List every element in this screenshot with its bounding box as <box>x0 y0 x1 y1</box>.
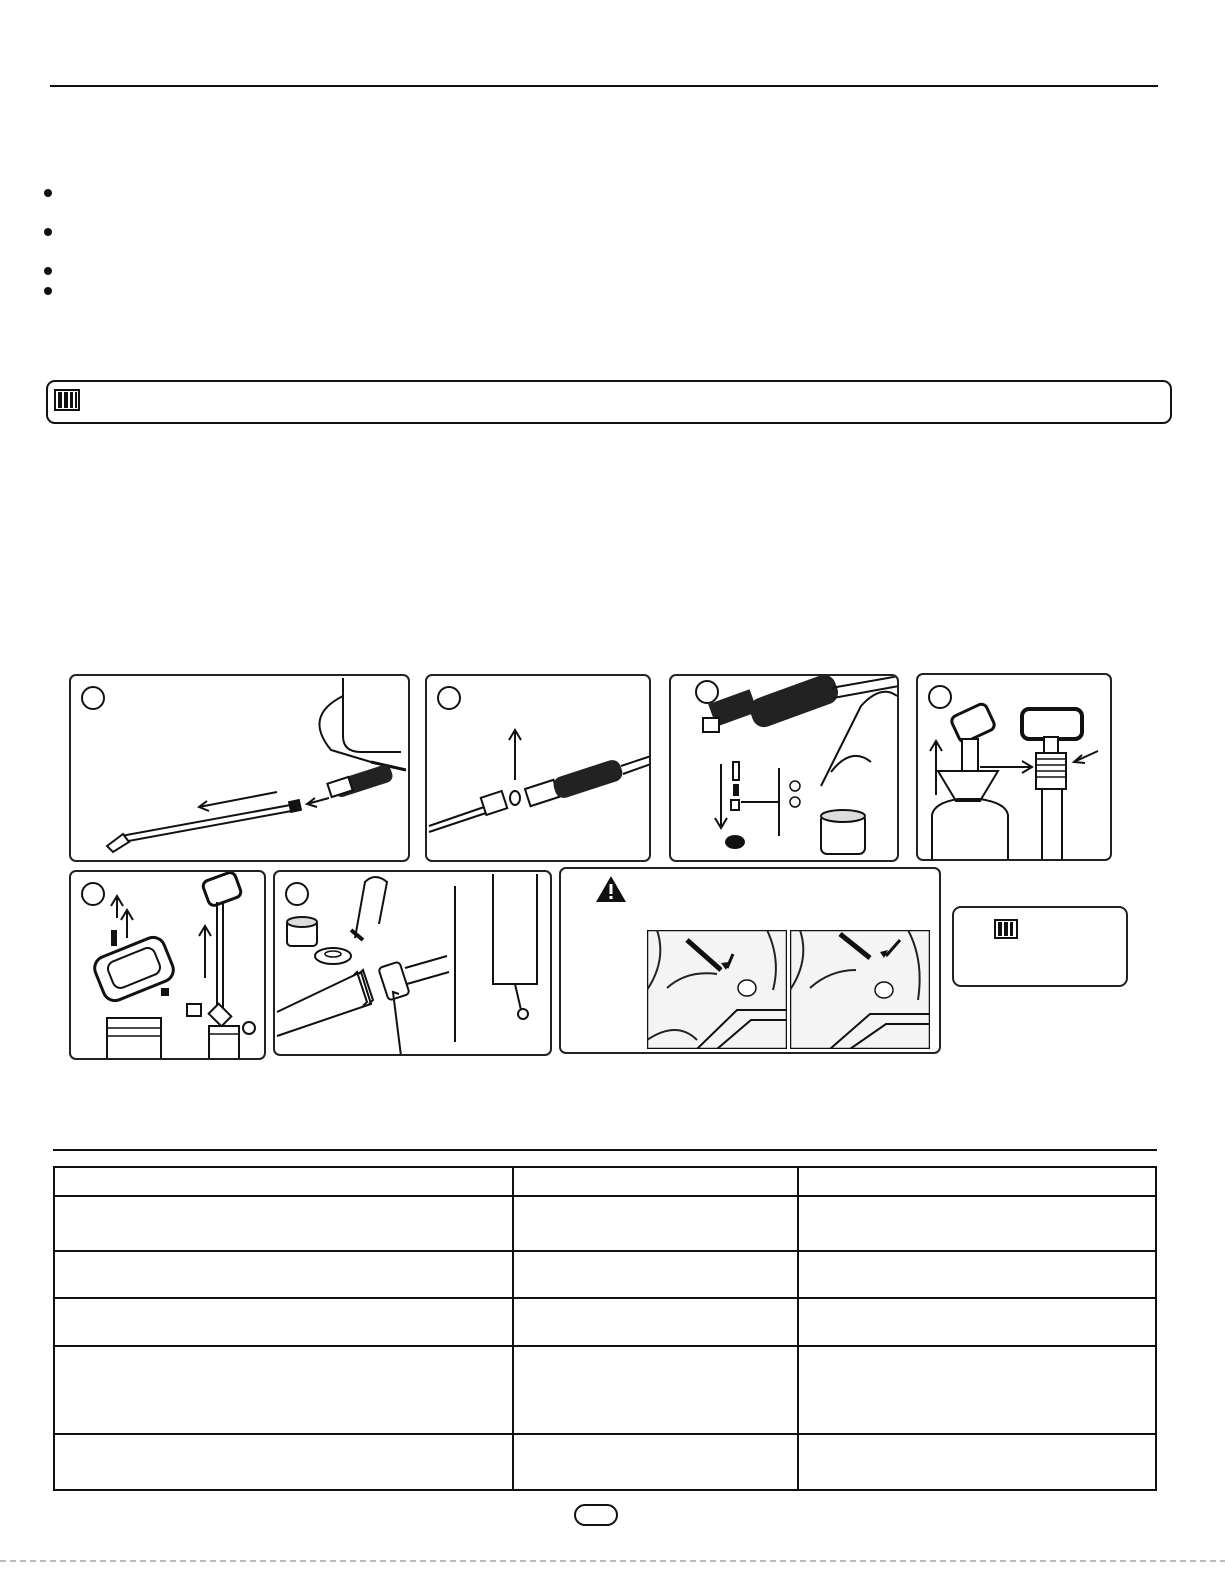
header-rule <box>50 85 1158 87</box>
table-row <box>54 1196 1156 1251</box>
table-cell <box>513 1346 798 1434</box>
step-panel-3 <box>669 674 899 862</box>
table-row <box>54 1434 1156 1490</box>
wand-assembly-illustration <box>71 676 410 862</box>
handle-disassembly-illustration <box>71 872 266 1060</box>
warning-panel <box>559 867 941 1054</box>
pump-lubrication-illustration <box>275 872 552 1056</box>
valve-cleaning-illustration <box>671 676 899 862</box>
table-row <box>54 1346 1156 1434</box>
table-cell <box>798 1251 1156 1298</box>
table-cell <box>798 1298 1156 1346</box>
step-panel-4 <box>916 673 1112 861</box>
bullet-3 <box>44 267 52 275</box>
table-cell <box>54 1298 513 1346</box>
step-panel-5 <box>69 870 266 1060</box>
bullet-2 <box>44 228 52 236</box>
manual-book-icon <box>994 919 1018 939</box>
troubleshooting-table <box>53 1166 1157 1491</box>
note-callout <box>46 380 1172 424</box>
manual-book-icon <box>54 389 80 411</box>
table-cell <box>54 1251 513 1298</box>
bullet-1 <box>44 189 52 197</box>
table-cell <box>798 1346 1156 1434</box>
table-cell <box>798 1434 1156 1490</box>
table-section-rule <box>53 1149 1157 1151</box>
table-cell <box>513 1196 798 1251</box>
table-cell <box>798 1196 1156 1251</box>
small-note-box <box>952 906 1128 987</box>
table-cell <box>54 1434 513 1490</box>
warning-triangle-icon <box>595 875 627 903</box>
table-cell <box>513 1298 798 1346</box>
table-cell <box>54 1196 513 1251</box>
table-header-row <box>54 1167 1156 1196</box>
table-header-solution <box>798 1167 1156 1196</box>
step-panel-1 <box>69 674 410 862</box>
page-bottom-edge <box>0 1560 1225 1562</box>
photo-left-nozzle-cleaning <box>647 930 787 1049</box>
table-header-problem <box>54 1167 513 1196</box>
table-cell <box>513 1251 798 1298</box>
page-number-badge <box>574 1504 618 1526</box>
shutoff-valve-illustration <box>427 676 651 862</box>
table-cell <box>54 1346 513 1434</box>
table-row <box>54 1251 1156 1298</box>
table-cell <box>513 1434 798 1490</box>
pump-removal-illustration <box>918 675 1112 861</box>
photo-right-nozzle-cleaning <box>790 930 930 1049</box>
bullet-4 <box>44 287 52 295</box>
table-header-cause <box>513 1167 798 1196</box>
step-panel-2 <box>425 674 651 862</box>
table-row <box>54 1298 1156 1346</box>
step-panel-6 <box>273 870 552 1056</box>
